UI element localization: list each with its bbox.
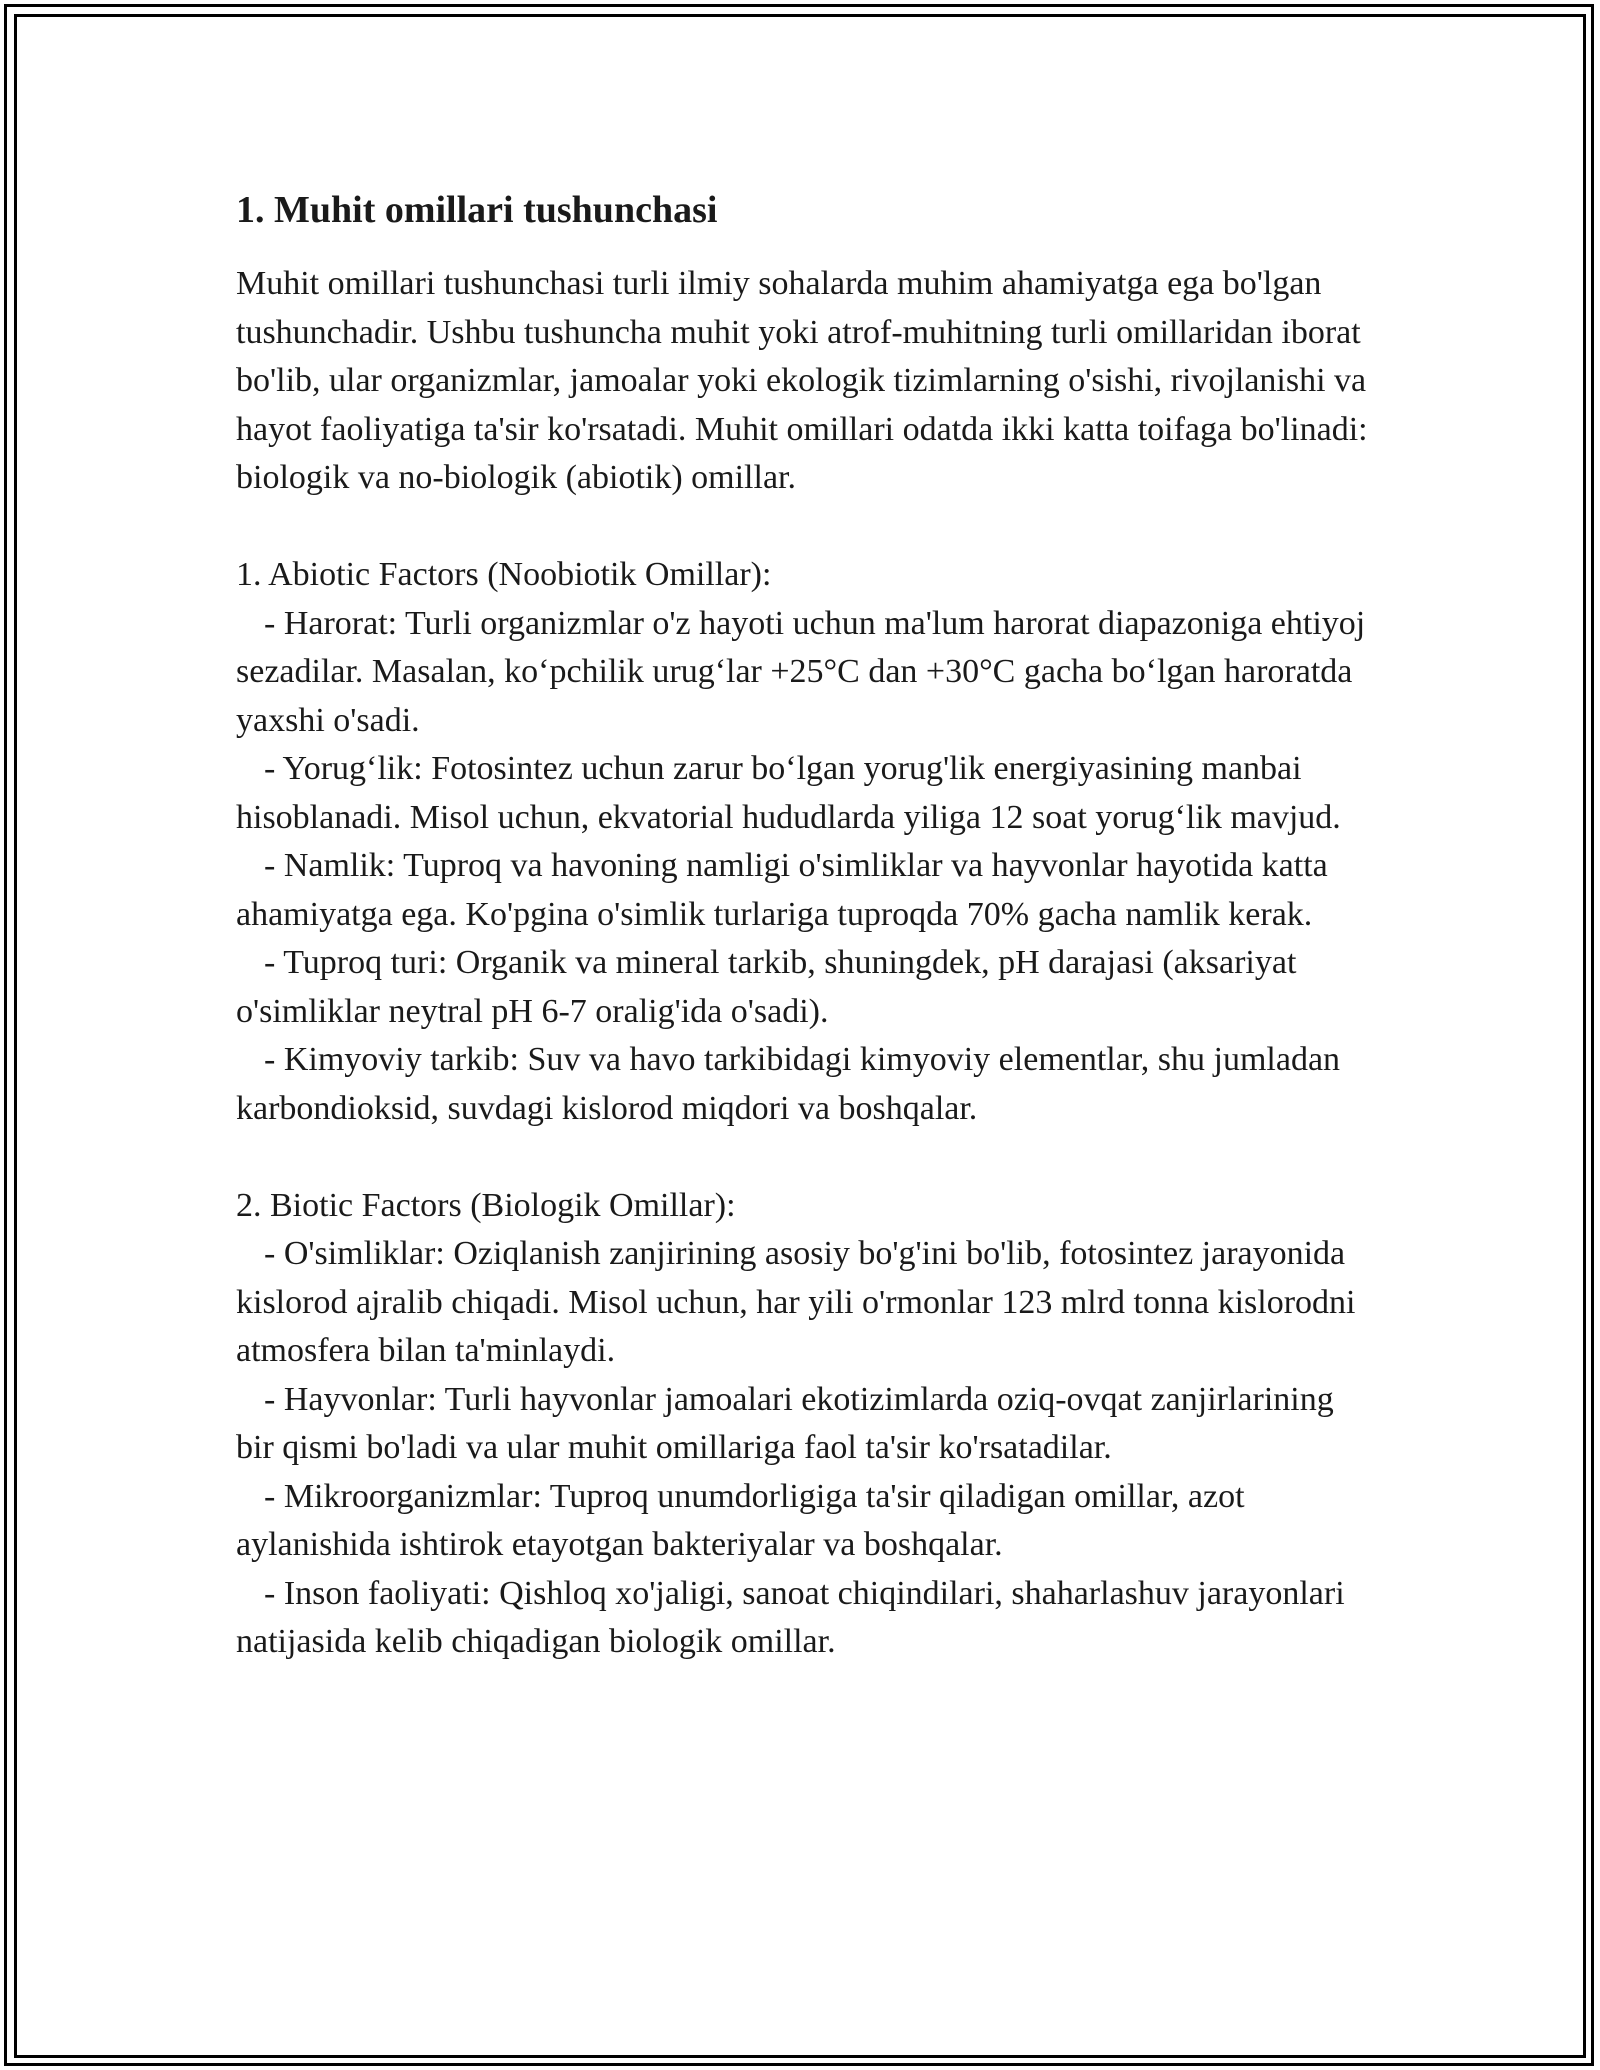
biotic-section-title: 2. Biotic Factors (Biologik Omillar):	[236, 1186, 736, 1224]
abiotic-section-title: 1. Abiotic Factors (Noobiotik Omillar):	[236, 556, 772, 593]
biotic-section	[236, 1182, 1376, 1667]
list-item-harorat: - Harorat: Turli organizmlar o'z hayoti uchun ma'lum harorat diapazoniga ehtiyoj sezadilar. Masalan, ko‘pchilik urug‘lar +25°C dan +30°C gacha bo‘lgan haroratda yaxshi o'sadi.	[236, 604, 1366, 739]
list-item-yoruglik: - Yorug‘lik: Fotosintez uchun zarur bo‘lgan yorug'lik energiyasining manbai hisoblanadi. Misol uchun, ekvatorial hududlarda yiliga 12 soat yorug‘lik mavjud.	[236, 750, 1341, 836]
intro-paragraph: Muhit omillari tushunchasi turli ilmiy sohalarda muhim ahamiyatga ega bo'lgan tushunchadir. Ushbu tushuncha muhit yoki atrof-muhitning turli omillaridan iborat bo'lib, ular organizmlar, jamoalar yoki ekologik tizimlarning o'sishi, rivojlanishi va hayot faoliyatiga ta'sir ko'rsatadi. Muhit omillari odatda ikki katta toifaga bo'linadi: biologik va no-biologik (abiotik) omillar.	[236, 265, 1368, 496]
list-item-mikroorganizmlar: - Mikroorganizmlar: Tuproq unumdorligiga ta'sir qiladigan omillar, azot aylanishida ishtirok etayotgan bakteriyalar va boshqalar.	[236, 1477, 1245, 1563]
list-item-tuproq-turi: - Tuproq turi: Organik va mineral tarkib, shuningdek, pH darajasi (aksariyat o'simliklar neytral pH 6-7 oralig'ida o'sadi).	[236, 944, 1297, 1030]
abiotic-section	[236, 551, 1376, 1133]
list-item-kimyoviy-tarkib: - Kimyoviy tarkib: Suv va havo tarkibidagi kimyoviy elementlar, shu jumladan karbondioksid, suvdagi kislorod miqdori va boshqalar.	[236, 1041, 1341, 1127]
spacer	[236, 503, 1376, 552]
list-item-osimliklar: - O'simliklar: Oziqlanish zanjirining asosiy bo'g'ini bo'lib, fotosintez jarayonida kislorod ajralib chiqadi. Misol uchun, har yili o'rmonlar 123 mlrd tonna kislorodni atmosfera bilan ta'minlaydi.	[236, 1235, 1356, 1369]
list-item-namlik: - Namlik: Tuproq va havoning namligi o'simliklar va hayvonlar hayotida katta ahamiyatga ega. Ko'pgina o'simlik turlariga tuproqda 70% gacha namlik kerak.	[236, 847, 1328, 933]
spacer	[236, 1133, 1376, 1182]
document-body	[236, 186, 1376, 1667]
list-item-inson-faoliyati: - Inson faoliyati: Qishloq xo'jaligi, sanoat chiqindilari, shaharlashuv jarayonlari natijasida kelib chiqadigan biologik omillar.	[236, 1574, 1345, 1660]
list-item-hayvonlar: - Hayvonlar: Turli hayvonlar jamoalari ekotizimlarda oziq-ovqat zanjirlarining bir qismi bo'ladi va ular muhit omillariga faol ta'sir ko'rsatadilar.	[236, 1380, 1334, 1466]
section-heading: 1. Muhit omillari tushunchasi	[236, 189, 718, 231]
